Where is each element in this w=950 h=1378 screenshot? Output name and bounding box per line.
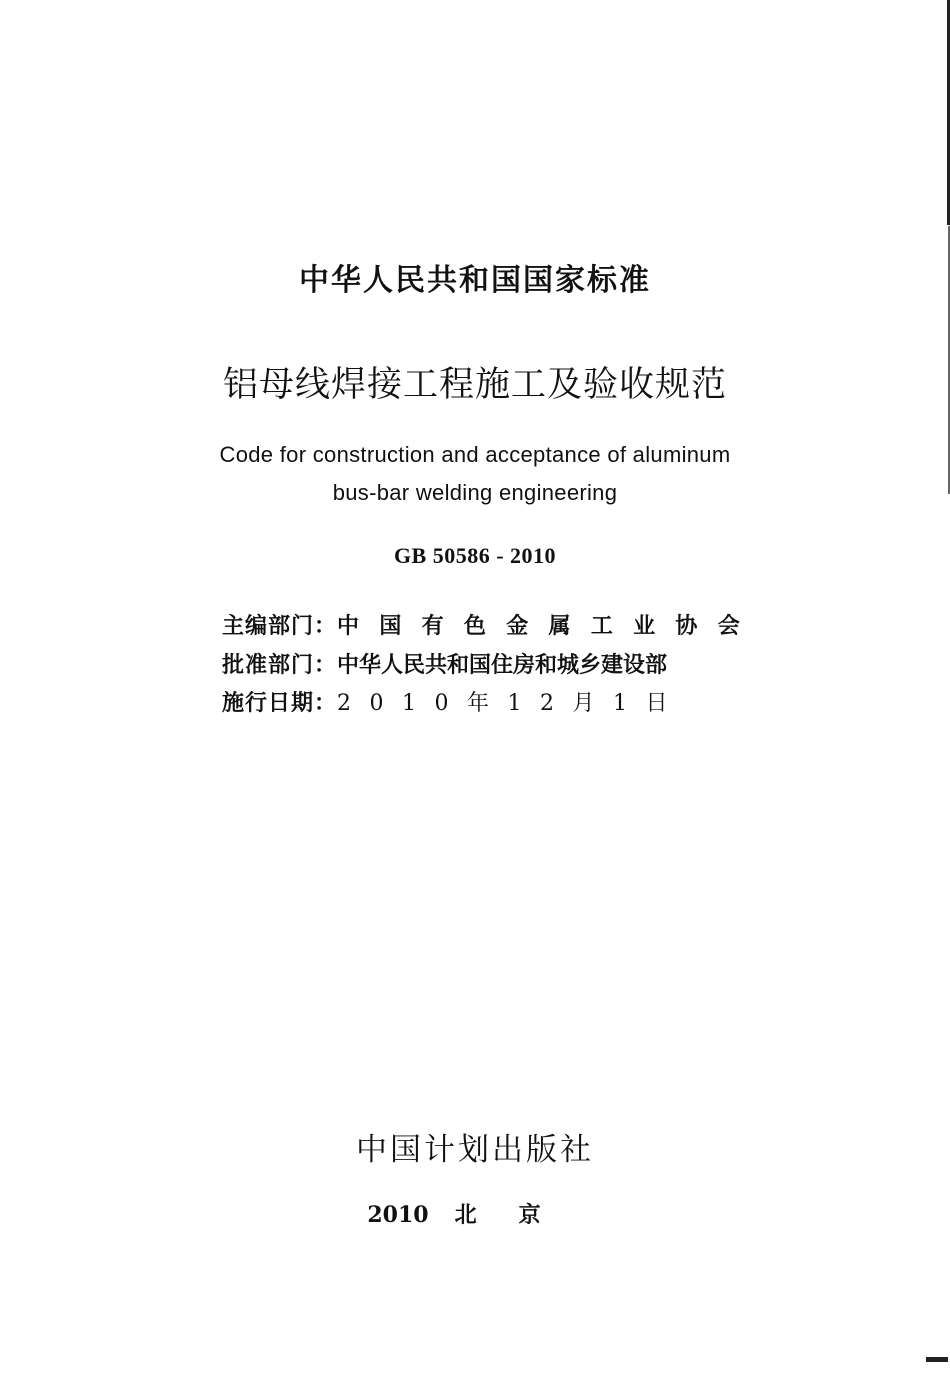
approver-label: 批准部门： (222, 653, 338, 678)
approver-value: 中华人民共和国住房和城乡建设部 (337, 653, 668, 678)
effective-date-label: 施行日期： (222, 691, 338, 716)
publication-line (0, 1198, 950, 1229)
effective-date-row (222, 686, 686, 716)
publication-year: 2010 (367, 1202, 429, 1228)
publication-city: 北京 (454, 1202, 583, 1228)
publisher-name: 中国计划出版社 (356, 1132, 594, 1168)
editor-value: 中国有色金属工业协会 (337, 614, 761, 639)
national-standard-heading: 中华人民共和国国家标准 (299, 263, 651, 298)
english-title-line-2: bus-bar welding engineering (332, 480, 618, 505)
scan-corner-mark (926, 1357, 948, 1362)
editor-row (222, 609, 760, 639)
english-title (0, 436, 950, 512)
standard-number: GB 50586 - 2010 (393, 543, 557, 568)
editor-label: 主编部门： (222, 614, 338, 639)
effective-date-value: 2010年12月1日 (337, 691, 686, 716)
english-title-line-1: Code for construction and acceptance of aluminum (219, 442, 731, 467)
chinese-title: 铝母线焊接工程施工及验收规范 (222, 365, 727, 405)
approver-row (222, 648, 667, 678)
